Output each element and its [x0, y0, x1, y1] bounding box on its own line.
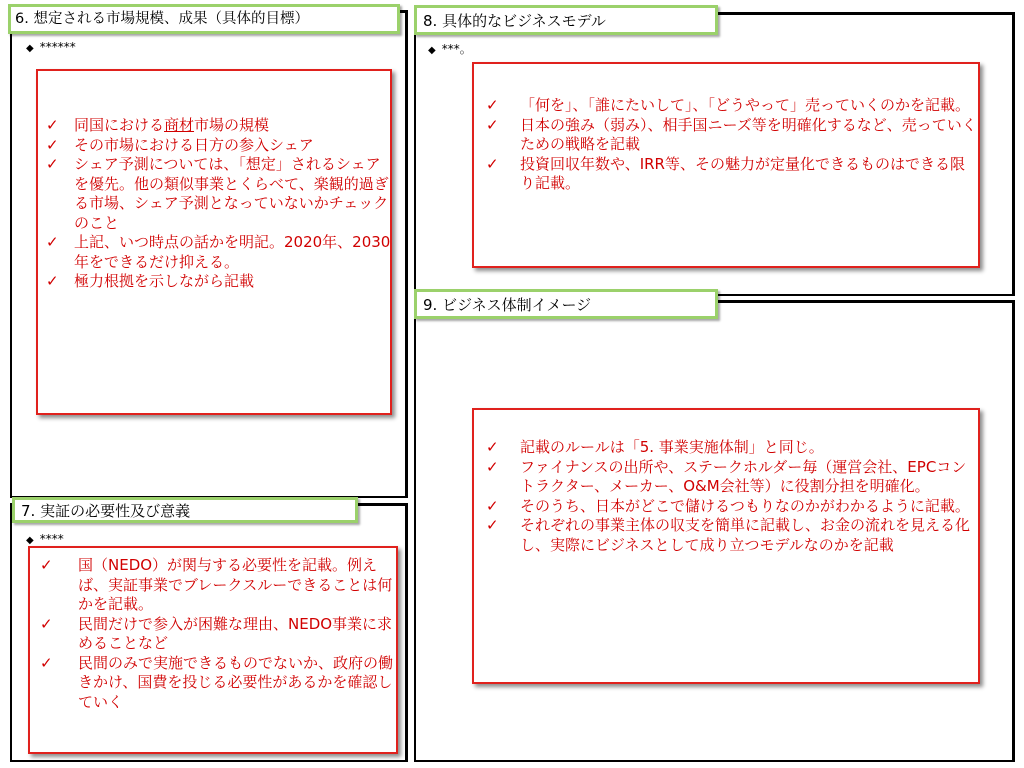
list-item: [38, 136, 390, 156]
check-icon: ✓: [40, 556, 53, 574]
item-text: 民間だけで参入が困難な理由、NEDO事業に求めることなど: [78, 614, 393, 652]
item-text: そのうち、日本がどこで儲けるつもりなのかがわかるように記載。: [520, 496, 970, 515]
list-item: [474, 438, 978, 458]
section9-title: 9. ビジネス体制イメージ: [414, 289, 718, 319]
list-item: [474, 497, 978, 517]
list-item: [38, 155, 390, 233]
list-item: [474, 155, 978, 194]
section9-note: [472, 408, 980, 684]
item-text: 投資回収年数や、IRR等、その魅力が定量化できるものはできる限り記載。: [520, 154, 965, 192]
section8-bullet: [428, 42, 472, 58]
diamond-icon: ◆: [26, 535, 34, 546]
list-item: [30, 654, 396, 713]
list-item: [474, 116, 978, 155]
item-text: 「何を」、「誰にたいして」、「どうやって」売っていくのかを記載。: [520, 96, 971, 114]
check-icon: ✓: [486, 457, 499, 476]
check-icon: ✓: [46, 155, 59, 173]
check-icon: ✓: [486, 438, 499, 456]
list-item: [474, 96, 978, 116]
item-text: 国（NEDO）が関与する必要性を記載。例えば、実証事業でブレークスルーできることは何かを記載。: [78, 556, 393, 613]
list-item: [30, 615, 396, 654]
check-icon: ✓: [486, 154, 499, 173]
list-item: [38, 116, 390, 136]
item-text: その市場における日方の参入シェア: [74, 135, 314, 154]
list-item: [38, 233, 396, 272]
bullet-text: ***。: [441, 42, 472, 56]
diamond-icon: ◆: [26, 43, 34, 54]
item-text: 極力根拠を示しながら記載: [74, 272, 255, 290]
item-prefix: 同国における: [74, 116, 165, 134]
list-item: [30, 556, 396, 615]
section6-title: 6. 想定される市場規模、成果（具体的目標）: [8, 4, 400, 34]
bullet-text: ******: [39, 40, 76, 54]
check-icon: ✓: [486, 115, 499, 134]
item-text: 日本の強み（弱み）、相手国ニーズ等を明確化するなど、売っていくための戦略を記載: [520, 115, 977, 153]
item-text: 記載のルールは「5. 事業実施体制」と同じ。: [520, 438, 824, 456]
item-text: それぞれの事業主体の収支を簡単に記載し、お金の流れを見える化し、実際にビジネスとして成り立つモデルなのかを記載: [520, 516, 971, 554]
list-item: [474, 458, 978, 497]
check-icon: ✓: [40, 614, 53, 633]
item-text: 上記、いつ時点の話かを明記。2020年、2030年をできるだけ抑える。: [74, 233, 391, 271]
section8-title: 8. 具体的なビジネスモデル: [414, 5, 718, 35]
item-suffix: 市場の規模: [194, 116, 270, 134]
check-icon: ✓: [46, 272, 59, 290]
section7-note: [28, 546, 398, 754]
item-text: ファイナンスの出所や、ステークホルダー毎（運営会社、EPCコントラクター、メーカー、O&M会社等）に役割分担を明確化。: [520, 457, 967, 495]
check-icon: ✓: [46, 135, 59, 154]
check-icon: ✓: [486, 96, 499, 114]
section6-note: [36, 69, 392, 415]
underlined-word: 商材: [164, 116, 195, 134]
section8-note: [472, 62, 980, 268]
section6-bullet: [26, 40, 76, 56]
check-icon: ✓: [486, 496, 499, 515]
item-text: シェア予測については、「想定」されるシェアを優先。他の類似事業とくらべて、楽観的過ぎる市場、シェア予測となっていないかチェックのこと: [74, 155, 389, 232]
check-icon: ✓: [40, 653, 53, 672]
check-icon: ✓: [46, 233, 59, 251]
list-item: [474, 516, 978, 555]
item-text: 民間のみで実施できるものでないか、政府の働きかけ、国費を投じる必要性があるかを確認していく: [78, 653, 394, 711]
section7-title: 7. 実証の必要性及び意義: [12, 497, 358, 523]
bullet-text: ****: [39, 532, 64, 546]
check-icon: ✓: [486, 516, 499, 534]
check-icon: ✓: [46, 116, 59, 134]
diamond-icon: ◆: [428, 45, 436, 56]
list-item: [38, 272, 390, 292]
